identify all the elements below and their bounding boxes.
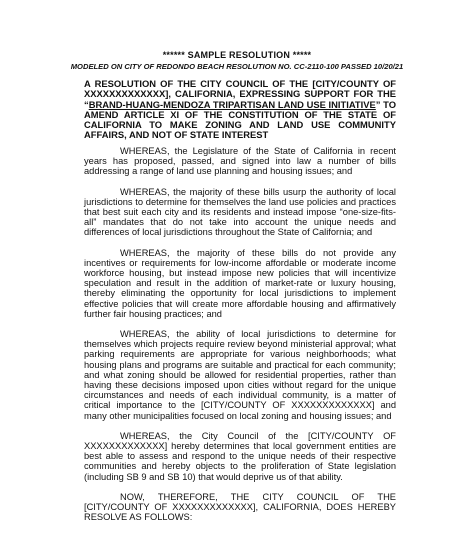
document-heading: ****** SAMPLE RESOLUTION ***** xyxy=(162,50,312,60)
whereas-paragraph-4: WHEREAS, the ability of local jurisdictions to determine for themselves which projects require review beyond ministerial approval; what parking requirements are appropriate for various neighborhoods; what housing plans and programs are suitable and practical for each community; and what zoning should be allowed for residential properties, rather than having these decisions imposed upon cities without regard for the unique circumstances and needs of each individual community, is a matter of critical importance to the [CITY/COUNTY OF XXXXXXXXXXXXX] and many other municipalities focused on local zoning and housing issues; and xyxy=(84,329,396,421)
whereas-paragraph-1: WHEREAS, the Legislature of the State of California in recent years has proposed, passed, and signed into law a number of bills addressing a range of land use planning and housing issues; and xyxy=(84,146,396,177)
whereas-paragraph-3: WHEREAS, the majority of these bills do not provide any incentives or requirements for low-income affordable or moderate income workforce housing, but instead impose new policies that will incentivize speculation and result in the addition of market-rate or luxury housing, thereby eliminating the opportunity for local jurisdictions to implement effective policies that will create more affordable housing and affirmatively further fair housing practices; and xyxy=(84,247,396,319)
resolution-body xyxy=(84,146,396,533)
whereas-paragraph-2: WHEREAS, the majority of these bills usurp the authority of local jurisdictions to determine for themselves the land use policies and practices that best suit each city and its residents and instead impose “one-size-fits-all” mandates that do not take into account the unique needs and differences of local jurisdictions throughout the State of California; and xyxy=(84,186,396,238)
resolution-title-part2: ” TO AMEND ARTICLE XI OF THE CONSTITUTION OF THE STATE OF CALIFORNIA TO MAKE ZONING AND LAND USE COMMUNITY AFFAIRS, AND NOT OF STATE INTEREST xyxy=(84,98,396,141)
whereas-paragraph-5: WHEREAS, the City Council of the [CITY/COUNTY OF XXXXXXXXXXXXX] hereby determines that local government entities are best able to assess and respond to the unique needs of their respective communities and hereby objects to the proliferation of State legislation (including SB 9 and SB 10) that would deprive us of that ability. xyxy=(84,430,396,482)
initiative-name: BRAND-HUANG-MENDOZA TRIPARTISAN LAND USE INITIATIVE xyxy=(88,98,376,110)
resolution-title-part1: A RESOLUTION OF THE CITY COUNCIL OF THE [CITY/COUNTY OF XXXXXXXXXXXXX], CALIFORNIA, EXPRESSING SUPPORT FOR THE “ xyxy=(84,78,396,110)
document-subheading: MODELED ON CITY OF REDONDO BEACH RESOLUTION NO. CC-2110-100 PASSED 10/20/21 xyxy=(70,62,404,71)
resolution-title xyxy=(84,79,396,141)
resolve-paragraph: NOW, THEREFORE, THE CITY COUNCIL OF THE [CITY/COUNTY OF XXXXXXXXXXXXX], CALIFORNIA, DOES HEREBY RESOLVE AS FOLLOWS: xyxy=(84,491,396,523)
